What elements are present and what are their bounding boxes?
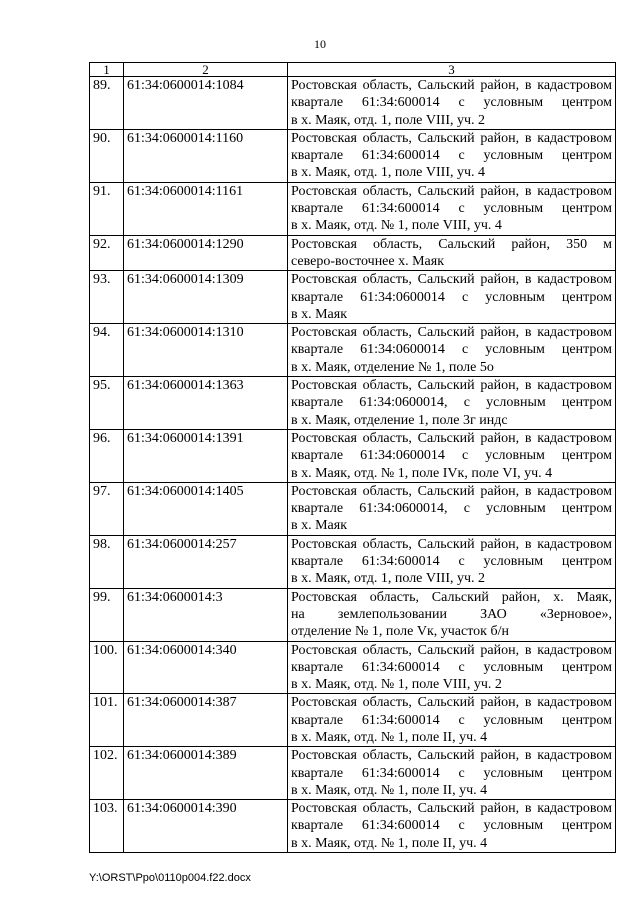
cadastral-number: 61:34:0600014:1160 [124, 129, 288, 182]
cadastral-number: 61:34:0600014:387 [124, 694, 288, 747]
location-line: квартале 61:34:600014 с условным центром [291, 765, 612, 781]
location-line: в х. Маяк, отд. № 1, поле II, уч. 4 [291, 782, 488, 798]
location-line: в х. Маяк, отд. 1, поле VIII, уч. 2 [291, 112, 486, 128]
land-plot-table [89, 62, 616, 853]
cadastral-number: 61:34:0600014:3 [124, 588, 288, 641]
page-number: 10 [314, 37, 326, 51]
table-row [90, 800, 616, 853]
table-row [90, 324, 616, 377]
plot-location [288, 429, 616, 482]
cadastral-number: 61:34:0600014:257 [124, 535, 288, 588]
location-line: в х. Маяк, отделение 1, поле 3г индс [291, 412, 508, 428]
row-number: 89. [90, 77, 124, 130]
plot-location [288, 324, 616, 377]
table-row [90, 694, 616, 747]
row-number: 98. [90, 535, 124, 588]
plot-location [288, 235, 616, 271]
row-number: 95. [90, 377, 124, 430]
table-header-row [90, 63, 616, 77]
location-line: квартале 61:34:0600014 с условным центром [291, 448, 612, 464]
location-line: в х. Маяк [291, 518, 348, 534]
location-line: Ростовская область, Сальский район, в кадастровом [291, 801, 612, 817]
cadastral-number: 61:34:0600014:1405 [124, 482, 288, 535]
table-row [90, 588, 616, 641]
location-line: в х. Маяк, отд. 1, поле VIII, уч. 2 [291, 571, 486, 587]
cadastral-number: 61:34:0600014:1161 [124, 182, 288, 235]
location-line: в х. Маяк, отд. 1, поле VIII, уч. 4 [291, 165, 486, 181]
location-line: квартале 61:34:600014 с условным центром [291, 148, 612, 164]
cadastral-number: 61:34:0600014:1310 [124, 324, 288, 377]
location-line: квартале 61:34:0600014 с условным центром [291, 289, 612, 305]
table-row [90, 129, 616, 182]
location-line: Ростовская область, Сальский район, в кадастровом [291, 130, 612, 146]
location-line: отделение № 1, поле Vк, участок б/н [291, 624, 509, 640]
plot-location [288, 77, 616, 130]
table-row [90, 747, 616, 800]
row-number: 93. [90, 271, 124, 324]
location-line: на землепользовании ЗАО «Зерновое», [291, 606, 612, 622]
location-line: в х. Маяк, отд. № 1, поле VIII, уч. 2 [291, 677, 502, 693]
cadastral-number: 61:34:0600014:1309 [124, 271, 288, 324]
location-line: Ростовская область, Сальский район, в кадастровом [291, 536, 612, 552]
location-line: северо-восточнее х. Маяк [291, 253, 445, 269]
row-number: 91. [90, 182, 124, 235]
location-line: Ростовская область, Сальский район, в кадастровом [291, 748, 612, 764]
cadastral-number: 61:34:0600014:389 [124, 747, 288, 800]
location-line: квартале 61:34:600014 с условным центром [291, 712, 612, 728]
row-number: 102. [90, 747, 124, 800]
table-row [90, 235, 616, 271]
location-line: квартале 61:34:600014 с условным центром [291, 659, 612, 675]
plot-location [288, 182, 616, 235]
location-line: Ростовская область, Сальский район, 350 м [291, 236, 612, 252]
cadastral-number: 61:34:0600014:1391 [124, 429, 288, 482]
plot-location [288, 482, 616, 535]
row-number: 100. [90, 641, 124, 694]
location-line: квартале 61:34:600014 с условным центром [291, 201, 612, 217]
location-line: Ростовская область, Сальский район, х. Маяк, [291, 589, 612, 605]
plot-location [288, 271, 616, 324]
location-line: в х. Маяк, отд. № 1, поле II, уч. 4 [291, 729, 488, 745]
location-line: Ростовская область, Сальский район, в кадастровом [291, 695, 612, 711]
plot-location [288, 641, 616, 694]
file-path-footer: Y:\ORST\Ppo\0110p004.f22.docx [89, 872, 251, 884]
location-line: в х. Маяк, отд. № 1, поле VIII, уч. 4 [291, 218, 502, 234]
location-line: Ростовская область, Сальский район, в кадастровом [291, 378, 612, 394]
location-line: Ростовская область, Сальский район, в кадастровом [291, 272, 612, 288]
location-line: квартале 61:34:0600014 с условным центром [291, 342, 612, 358]
location-line: Ростовская область, Сальский район, в кадастровом [291, 483, 612, 499]
table-row [90, 77, 616, 130]
cadastral-number: 61:34:0600014:1363 [124, 377, 288, 430]
location-line: Ростовская область, Сальский район, в кадастровом [291, 430, 612, 446]
table-row [90, 377, 616, 430]
location-line: в х. Маяк [291, 306, 348, 322]
location-line: квартале 61:34:600014 с условным центром [291, 554, 612, 570]
header-col-1: 1 [90, 63, 124, 77]
plot-location [288, 535, 616, 588]
row-number: 90. [90, 129, 124, 182]
row-number: 99. [90, 588, 124, 641]
header-col-3: 3 [288, 63, 616, 77]
location-line: квартале 61:34:600014 с условным центром [291, 818, 612, 834]
plot-location [288, 694, 616, 747]
row-number: 94. [90, 324, 124, 377]
plot-location [288, 588, 616, 641]
location-line: квартале 61:34:0600014, с условным центром [291, 501, 612, 517]
row-number: 96. [90, 429, 124, 482]
row-number: 103. [90, 800, 124, 853]
location-line: Ростовская область, Сальский район, в кадастровом [291, 183, 612, 199]
table-row [90, 641, 616, 694]
cadastral-number: 61:34:0600014:340 [124, 641, 288, 694]
table-row [90, 271, 616, 324]
location-line: квартале 61:34:0600014, с условным центром [291, 395, 612, 411]
location-line: Ростовская область, Сальский район, в кадастровом [291, 642, 612, 658]
plot-location [288, 129, 616, 182]
location-line: Ростовская область, Сальский район, в кадастровом [291, 325, 612, 341]
location-line: в х. Маяк, отд. № 1, поле IVк, поле VI, уч. 4 [291, 465, 553, 481]
cadastral-number: 61:34:0600014:1290 [124, 235, 288, 271]
row-number: 92. [90, 235, 124, 271]
location-line: в х. Маяк, отделение № 1, поле 5о [291, 359, 494, 375]
row-number: 101. [90, 694, 124, 747]
table-row [90, 535, 616, 588]
plot-location [288, 377, 616, 430]
table-row [90, 429, 616, 482]
plot-location [288, 800, 616, 853]
cadastral-number: 61:34:0600014:390 [124, 800, 288, 853]
table-row [90, 182, 616, 235]
header-col-2: 2 [124, 63, 288, 77]
location-line: квартале 61:34:600014 с условным центром [291, 95, 612, 111]
row-number: 97. [90, 482, 124, 535]
location-line: в х. Маяк, отд. № 1, поле II, уч. 4 [291, 835, 488, 851]
plot-location [288, 747, 616, 800]
location-line: Ростовская область, Сальский район, в кадастровом [291, 78, 612, 93]
cadastral-number: 61:34:0600014:1084 [124, 77, 288, 130]
table-row [90, 482, 616, 535]
